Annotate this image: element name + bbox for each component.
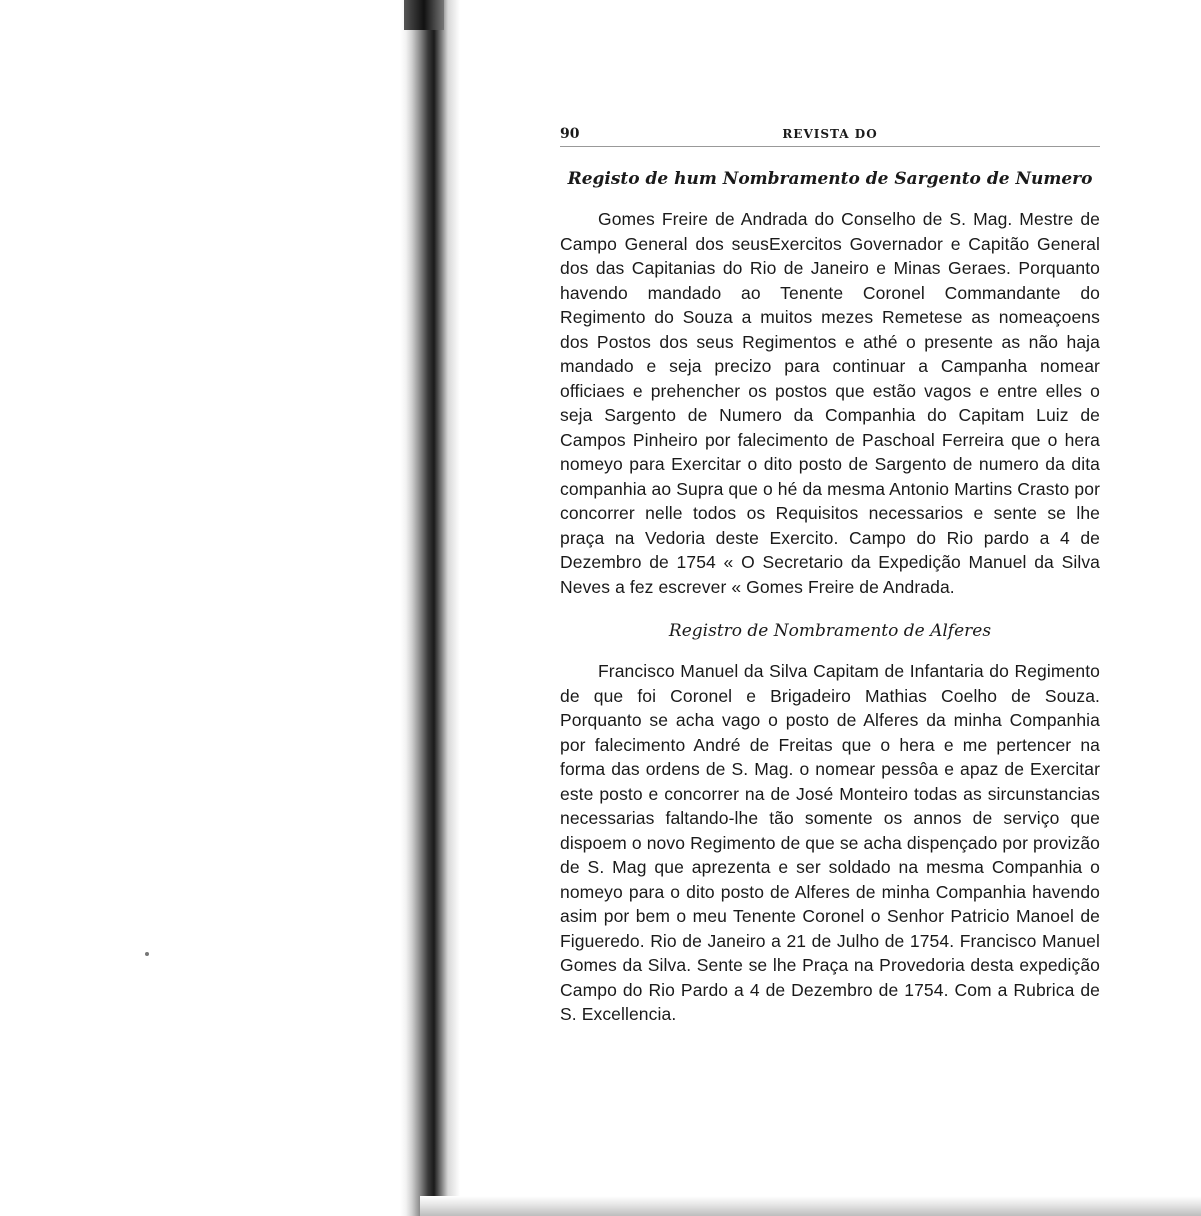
section-body-sargento: Gomes Freire de Andrada do Conselho de S. Mag. Mestre de Campo General dos seusExercitos Governador e Capitão General dos das Capitanias do Rio de Janeiro e Minas Geraes. Porquanto havendo mandado ao Tenente Coronel Commandante do Regimento do Souza a muitos mezes Remetese as nomeaçoens dos Postos dos seus Regimentos e athé o presente as não haja mandado e seja precizo para continuar a Campanha nomear officiaes e prehencher os postos que estão vagos e entre elles o seja Sargento de Numero da Companhia do Capitam Luiz de Campos Pinheiro por falecimento de Paschoal Ferreira que o hera nomeyo para Exercitar o dito posto de Sargento de numero da dita companhia ao Supra que o hé da mesma Antonio Martins Crasto por concorrer nelle todos os Requisitos necessarios e sente se lhe praça na Vedoria deste Exercito. Campo do Rio pardo a 4 de Dezembro de 1754 « O Secretario da Expedição Manuel da Silva Neves a fez escrever « Gomes Freire de Andrada. [560,209,1100,597]
page-bottom-edge [420,1196,1201,1216]
book-spine-shadow [400,0,460,1216]
section-body-alferes: Francisco Manuel da Silva Capitam de Infantaria do Regimento de que foi Coronel e Brigadeiro Mathias Coelho de Souza. Porquanto se acha vago o posto de Alferes da minha Companhia por falecimento André de Freitas que o hera e me pertencer na forma das ordens de S. Mag. o nomear pessôa e apaz de Exercitar este posto e concorrer na de José Monteiro todas as sircunstancias necessarias faltando-lhe tão somente os annos de serviço que dispoem o novo Regimento de que se acha dispençado por provizão de S. Mag que aprezenta e ser soldado na mesma Companhia o nomeyo para o dito posto de Alferes de minha Companhia havendo asim por bem o meu Tenente Coronel o Senhor Patricio Manoel de Figueredo. Rio de Janeiro a 21 de Julho de 1754. Francisco Manuel Gomes da Silva. Sente se lhe Praça na Provedoria desta expedição Campo do Rio Pardo a 4 de Dezembro de 1754. Com a Rubrica de S. Excellencia. [560,661,1100,1024]
book-spine-top [404,0,444,30]
book-page [560,120,1100,1027]
page-number: 90 [560,126,580,142]
section-title-sargento: Registo de hum Nombramento de Sargento de Numero [567,169,1093,189]
running-title: REVISTA DO [782,127,878,141]
section-title-alferes: Registro de Nombramento de Alferes [668,621,992,641]
paper-speck [145,952,149,956]
running-head [560,120,1100,147]
